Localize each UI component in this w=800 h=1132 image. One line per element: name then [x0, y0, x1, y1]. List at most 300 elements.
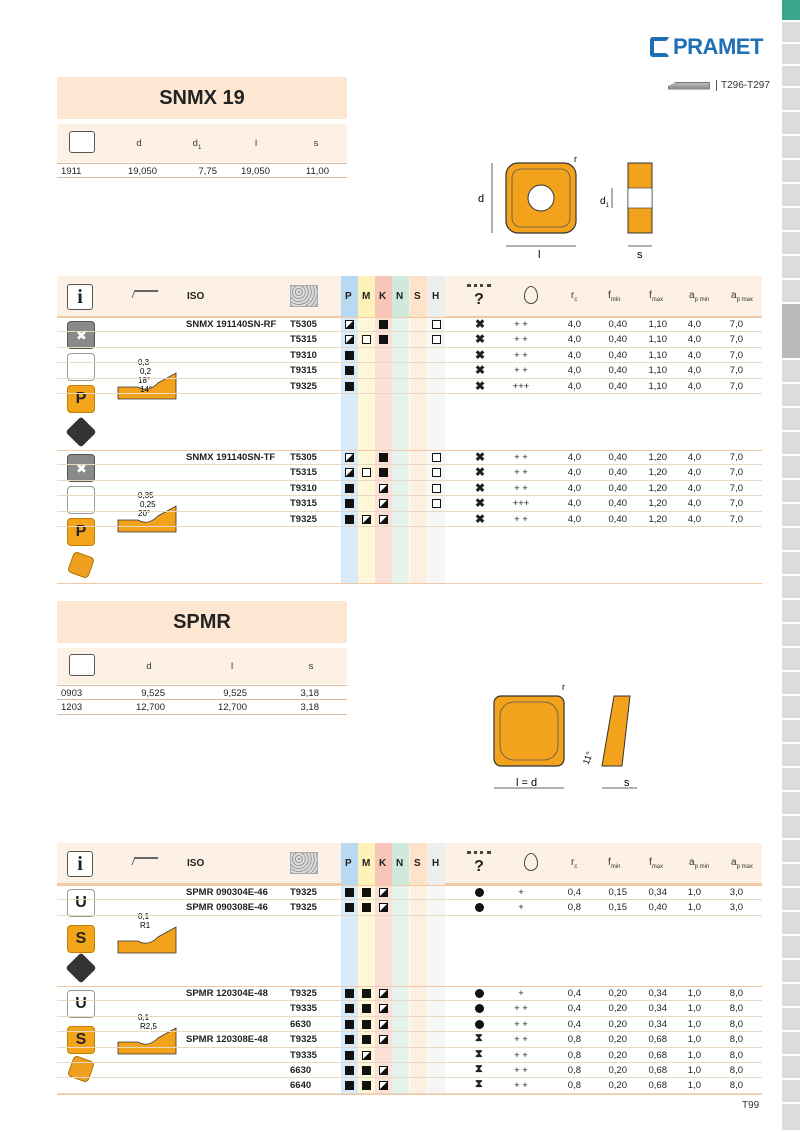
suitability-half-mark: [379, 888, 388, 897]
suitability-open-mark: [432, 484, 441, 493]
insert-photo-dark: [65, 952, 96, 983]
iso-p-icon: P: [67, 518, 95, 546]
table-row: [57, 465, 762, 480]
side-tab: [782, 1104, 800, 1132]
suitability-full-mark: [345, 382, 354, 391]
material-K-header: K: [379, 858, 387, 869]
d-value: 19,050: [127, 166, 157, 177]
code: 1911: [61, 166, 82, 177]
geometry-label: 0,35: [138, 491, 154, 500]
apmin-value: 1,0: [687, 988, 701, 999]
apmax-value: 8,0: [729, 1018, 743, 1030]
rc-value: 0,4: [567, 988, 581, 999]
dim-d-header: d: [146, 661, 152, 672]
side-tab: [782, 480, 800, 504]
fmax-value: 0,40: [648, 902, 667, 914]
material-M-header: M: [362, 291, 371, 302]
snmx-dims-row: [57, 163, 347, 178]
coolant-value: +++: [512, 498, 530, 510]
iso-s-icon: S: [67, 1026, 95, 1054]
label-angle: 11°: [580, 750, 595, 766]
suitability-full-mark: [362, 903, 371, 912]
geometry-label: 18°: [138, 376, 151, 385]
coolant-value: + +: [514, 319, 528, 330]
side-tab: [782, 768, 800, 792]
label-l: l: [538, 249, 541, 260]
side-tab: [782, 864, 800, 888]
apmax-value: 8,0: [729, 1065, 743, 1076]
apmax-value: 3,0: [729, 887, 743, 898]
fmin-value: 0,15: [608, 887, 627, 898]
alternative-icon: ⧗: [475, 1063, 483, 1075]
grade: T9325: [290, 988, 317, 999]
coolant-value: +: [518, 988, 524, 999]
fmax-value: 0,68: [648, 1034, 667, 1046]
apmax-value: 8,0: [729, 1003, 743, 1015]
rc-value: 4,0: [567, 349, 581, 361]
dim-d1-header: $d_1$: [192, 138, 202, 151]
geometry-label: R2,5: [140, 1022, 157, 1031]
code: 1203: [61, 702, 83, 713]
rc-header: $r_c$: [571, 857, 578, 870]
label-r: r: [562, 682, 565, 692]
geometry-label: R1: [140, 921, 151, 930]
edge-geometry-sketch: [108, 909, 188, 959]
side-tab: [782, 22, 800, 44]
s-value: 11,00: [305, 166, 329, 177]
side-tab: [782, 576, 800, 600]
label-d1: $d_1$: [600, 196, 609, 209]
side-tab: [782, 184, 800, 208]
suitability-full-mark: [362, 1020, 371, 1029]
not-recommended-icon: ✖: [475, 465, 486, 480]
u-variant-icon: U: [67, 889, 95, 917]
suitability-half-mark: [379, 499, 388, 508]
suitability-half-mark: [379, 1035, 388, 1044]
apmin-value: 1,0: [687, 1080, 701, 1092]
side-tab: [782, 528, 800, 552]
suitability-half-mark: [379, 903, 388, 912]
not-recommended-icon: ✖: [475, 317, 486, 331]
label-d: d: [478, 193, 485, 205]
iso-code: SPMR 090308E-46: [186, 902, 268, 914]
apmin-value: 1,0: [687, 1003, 701, 1015]
fmax-header-sub: max: [651, 864, 664, 870]
fmax-header: $f_{max}$: [649, 857, 664, 870]
apmin-value: 4,0: [687, 365, 701, 377]
suitability-half-mark: [345, 320, 354, 329]
rc-header-sub: c: [574, 297, 578, 303]
table-row: [57, 317, 762, 332]
fmin-value: 0,40: [608, 319, 627, 330]
suitability-half-mark: [362, 1051, 371, 1060]
material-P-header: P: [345, 291, 352, 302]
alternative-icon: ⧗: [475, 1078, 483, 1091]
apmin-value: 1,0: [687, 1049, 701, 1061]
side-tab: [782, 208, 800, 232]
fmin-value: 0,40: [608, 498, 627, 510]
side-tab: [782, 624, 800, 648]
alternative-icon: ⧗: [475, 1032, 483, 1045]
fmin-value: 0,40: [608, 349, 627, 361]
fmin-value: 0,20: [608, 988, 627, 999]
rc-value: 4,0: [567, 498, 581, 510]
recommended-dot-icon: [475, 903, 484, 912]
apmin-value: 1,0: [687, 1034, 701, 1046]
suitability-full-mark: [345, 1004, 354, 1013]
suitability-half-mark: [379, 989, 388, 998]
apmax-value: 7,0: [729, 334, 743, 346]
rc-value: 0,4: [567, 887, 581, 898]
table-row: [57, 379, 762, 394]
coolant-value: + +: [514, 1080, 528, 1092]
application-help-icon: ?: [467, 284, 491, 310]
iso-p-icon: P: [67, 385, 95, 413]
suitability-full-mark: [345, 1051, 354, 1060]
table-bottom-border: [57, 1094, 762, 1095]
tool-profile-icon: [132, 857, 159, 865]
fmax-value: 1,20: [648, 513, 667, 525]
rc-value: 0,8: [567, 1049, 581, 1061]
rc-value: 4,0: [567, 319, 581, 330]
apmax-header-sub: p max: [736, 297, 753, 303]
coolant-value: +: [518, 887, 524, 898]
suitability-half-mark: [362, 515, 371, 524]
suitability-open-mark: [432, 453, 441, 462]
geometry-label: 0,2: [140, 367, 152, 376]
material-S-header: S: [414, 291, 421, 302]
suitability-open-mark: [432, 320, 441, 329]
s-value: 3,18: [300, 688, 319, 699]
fmin-value: 0,40: [608, 513, 627, 525]
side-tab: [782, 744, 800, 768]
suitability-full-mark: [345, 499, 354, 508]
apmin-value: 1,0: [687, 902, 701, 914]
application-help-icon: ?: [467, 851, 491, 877]
apmax-value: 7,0: [729, 380, 743, 392]
rc-value: 4,0: [567, 482, 581, 494]
side-tab: [782, 600, 800, 624]
table-row: [57, 496, 762, 511]
fmax-value: 1,10: [648, 365, 667, 377]
not-recommended-icon: ✖: [475, 511, 486, 526]
side-tab: [782, 44, 800, 66]
l-value: 12,700: [217, 702, 247, 713]
table-row: [57, 450, 762, 465]
fmin-header-sub: min: [610, 864, 621, 870]
apmax-value: 7,0: [729, 349, 743, 361]
rc-value: 4,0: [567, 365, 581, 377]
material-P-header: P: [345, 858, 352, 869]
grade: T9315: [290, 498, 317, 510]
info-icon: i: [67, 284, 93, 310]
suitability-open-mark: [432, 468, 441, 477]
iso-code: SPMR 120308E-48: [186, 1034, 268, 1046]
side-tab: [782, 720, 800, 744]
rc-value: 0,8: [567, 902, 581, 914]
suitability-full-mark: [362, 1081, 371, 1090]
insert-outline-icon: [69, 654, 95, 676]
apmax-value: 7,0: [729, 482, 743, 494]
spmr-insert-drawing: [482, 676, 662, 796]
not-recommended-icon: ✖: [475, 363, 486, 378]
coolant-value: + +: [514, 452, 528, 463]
fmin-value: 0,15: [608, 902, 627, 914]
cross-icon: ✖: [76, 328, 87, 343]
info-icon: i: [67, 851, 93, 877]
side-tab: [782, 960, 800, 984]
iso-code: SPMR 120304E-48: [186, 988, 268, 999]
suitability-full-mark: [362, 1035, 371, 1044]
apmin-value: 4,0: [687, 349, 701, 361]
suitability-half-mark: [379, 1081, 388, 1090]
apmin-header: $a_{p min}$: [689, 857, 710, 870]
apmax-header-sub: p max: [736, 864, 753, 870]
rc-value: 4,0: [567, 452, 581, 463]
alternative-icon: ⧗: [475, 1047, 483, 1060]
fmax-value: 1,20: [648, 482, 667, 494]
side-tab: [782, 160, 800, 184]
page-number: T99: [742, 1100, 760, 1111]
grade: T9335: [290, 1049, 317, 1061]
apmax-value: 7,0: [729, 498, 743, 510]
fmax-value: 0,68: [648, 1080, 667, 1092]
d1-value: 7,75: [198, 166, 217, 177]
suitability-half-mark: [379, 484, 388, 493]
table-row: [57, 1063, 762, 1078]
table-row: [57, 900, 762, 915]
iso-s-icon: S: [67, 925, 95, 953]
insert-photo-dark: [65, 416, 96, 447]
side-tab: [782, 66, 800, 88]
suitability-full-mark: [345, 484, 354, 493]
iso-code: SNMX 191140SN-RF: [186, 319, 277, 330]
cross-icon: ✖: [76, 461, 87, 476]
page-reference: [668, 80, 770, 91]
side-tab: [782, 792, 800, 816]
coolant-value: +++: [512, 380, 530, 392]
apmax-header: $a_{p max}$: [731, 857, 753, 870]
table-bottom-border: [57, 583, 762, 584]
material-H-header: H: [432, 291, 440, 302]
l-value: 9,525: [223, 688, 247, 699]
fmin-value: 0,20: [608, 1034, 627, 1046]
geometry-label: 0,1: [138, 1013, 150, 1022]
material-N-header: N: [396, 291, 404, 302]
grade: 6630: [290, 1065, 312, 1076]
side-tab: [782, 0, 800, 22]
recommended-dot-icon: [475, 1004, 484, 1013]
table-row: [57, 1017, 762, 1032]
fmax-value: 1,20: [648, 452, 667, 463]
apmin-value: 4,0: [687, 513, 701, 525]
rc-value: 0,4: [567, 1018, 581, 1030]
grade: T5315: [290, 334, 317, 346]
rc-value: 0,8: [567, 1080, 581, 1092]
dim-d-header: d: [136, 138, 142, 149]
apmin-value: 4,0: [687, 498, 701, 510]
apmin-header: $a_{p min}$: [689, 290, 710, 303]
rc-value: 0,8: [567, 1065, 581, 1076]
grade: T9325: [290, 1034, 317, 1046]
grade: T9310: [290, 349, 317, 361]
table-row: [57, 512, 762, 527]
side-tab: [782, 840, 800, 864]
grade: T5315: [290, 467, 317, 479]
side-tab: [782, 432, 800, 456]
insert-outline-icon: [69, 131, 95, 153]
s-value: 3,18: [300, 702, 319, 713]
grade-texture-icon: [290, 285, 318, 307]
spmr-dims-row: [57, 685, 347, 700]
apmin-value: 4,0: [687, 467, 701, 479]
not-recommended-icon: ✖: [475, 480, 486, 495]
table-row: [57, 1001, 762, 1016]
material-S-header: S: [414, 858, 421, 869]
suitability-open-mark: [432, 499, 441, 508]
spmr-title: SPMR: [57, 601, 347, 643]
snmx-title: SNMX 19: [57, 77, 347, 119]
suitability-full-mark: [345, 1035, 354, 1044]
d-value: 9,525: [141, 688, 165, 699]
not-recommended-icon: ✖: [475, 378, 486, 393]
suitability-full-mark: [345, 1020, 354, 1029]
snmx-insert-drawing: [472, 148, 672, 260]
table-row: [57, 1032, 762, 1047]
spmr-dims-header: [57, 648, 347, 684]
fmax-header: $f_{max}$: [649, 290, 664, 303]
table-row: [57, 481, 762, 496]
fmin-value: 0,40: [608, 334, 627, 346]
grade: T9335: [290, 1003, 317, 1015]
coolant-value: + +: [514, 1049, 528, 1061]
apmin-value: 4,0: [687, 380, 701, 392]
iso-header: ISO: [187, 291, 205, 302]
not-recommended-icon: ✖: [475, 450, 486, 464]
side-tab: [782, 504, 800, 528]
grade: 6630: [290, 1018, 312, 1030]
apmax-value: 8,0: [729, 1080, 743, 1092]
apmin-value: 4,0: [687, 482, 701, 494]
fmin-value: 0,40: [608, 380, 627, 392]
coolant-value: + +: [514, 482, 528, 494]
side-tab: [782, 456, 800, 480]
suitability-open-mark: [362, 468, 371, 477]
coolant-value: + +: [514, 1018, 528, 1030]
insert-photo-gold: [67, 551, 95, 579]
recommended-dot-icon: [475, 989, 484, 998]
side-tab: [782, 232, 800, 256]
coolant-value: + +: [514, 1034, 528, 1046]
suitability-full-mark: [379, 468, 388, 477]
material-K-header: K: [379, 291, 387, 302]
not-recommended-icon: ✖: [475, 496, 486, 511]
grade: T9325: [290, 513, 317, 525]
logo-mark-icon: [650, 37, 670, 57]
rc-header: $r_c$: [571, 290, 578, 303]
side-tab: [782, 88, 800, 112]
fmax-value: 1,10: [648, 349, 667, 361]
dim-l-header: l: [230, 661, 234, 672]
table-header: [57, 843, 762, 885]
grade: T9325: [290, 380, 317, 392]
fmin-value: 0,20: [608, 1003, 627, 1015]
apmax-value: 7,0: [729, 513, 743, 525]
label-s: s: [624, 777, 630, 789]
fmax-value: 0,34: [648, 988, 667, 999]
suitability-full-mark: [345, 366, 354, 375]
dim-s-header: s: [313, 138, 319, 149]
side-tab: [782, 360, 800, 384]
grade: 6640: [290, 1080, 312, 1092]
fmax-value: 1,10: [648, 334, 667, 346]
suitability-half-mark: [345, 453, 354, 462]
coolant-value: +: [518, 902, 524, 914]
side-tab: [782, 936, 800, 960]
apmax-value: 7,0: [729, 452, 743, 463]
table-row: [57, 348, 762, 363]
apmax-value: 8,0: [729, 1034, 743, 1046]
side-tab: [782, 984, 800, 1008]
apmin-value: 4,0: [687, 319, 701, 330]
suitability-full-mark: [345, 515, 354, 524]
side-tab: [782, 648, 800, 672]
coolant-value: + +: [514, 513, 528, 525]
grade: T9310: [290, 482, 317, 494]
table-row: [57, 986, 762, 1001]
grade: T5305: [290, 319, 317, 330]
fmin-value: 0,20: [608, 1049, 627, 1061]
suitability-half-mark: [345, 335, 354, 344]
fmax-value: 1,20: [648, 498, 667, 510]
coolant-drop-icon: [524, 853, 538, 871]
fmax-header-sub: max: [651, 297, 664, 303]
suitability-half-mark: [345, 468, 354, 477]
u-variant-icon: U: [67, 990, 95, 1018]
side-tab: [782, 912, 800, 936]
fmax-value: 1,10: [648, 319, 667, 330]
fmin-value: 0,40: [608, 452, 627, 463]
apmin-header-sub: p min: [694, 864, 710, 870]
side-tab: [782, 672, 800, 696]
brand-name: PRAMET: [673, 34, 763, 59]
suitability-open-mark: [432, 335, 441, 344]
coolant-drop-icon: [524, 286, 538, 304]
fmax-value: 0,34: [648, 1003, 667, 1015]
side-tab: [782, 1056, 800, 1080]
table-row: [57, 1078, 762, 1093]
page-ref-text: T296-T297: [716, 80, 770, 91]
coolant-value: + +: [514, 365, 528, 377]
suitability-full-mark: [379, 335, 388, 344]
apmin-value: 4,0: [687, 334, 701, 346]
table-row: [57, 885, 762, 900]
side-tab: [782, 1080, 800, 1104]
dim-l-header: l: [254, 138, 258, 149]
fmin-value: 0,20: [608, 1018, 627, 1030]
side-tabs: [782, 0, 800, 1132]
apmax-value: 3,0: [729, 902, 743, 914]
apmax-value: 7,0: [729, 467, 743, 479]
coolant-value: + +: [514, 1065, 528, 1076]
side-tab: [782, 280, 800, 304]
fmin-value: 0,40: [608, 467, 627, 479]
material-N-header: N: [396, 858, 404, 869]
suitability-full-mark: [362, 989, 371, 998]
fmin-value: 0,40: [608, 365, 627, 377]
apmin-value: 4,0: [687, 452, 701, 463]
l-value: 19,050: [240, 166, 270, 177]
